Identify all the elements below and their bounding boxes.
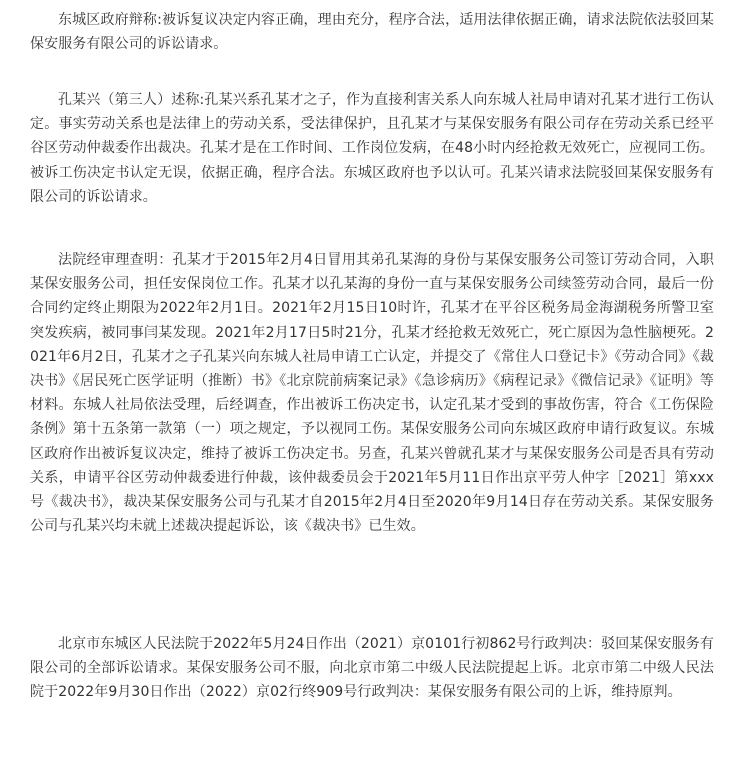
paragraph-government-defense: 东城区政府辩称:被诉复议决定内容正确，理由充分，程序合法，适用法律依据正确，请求法院依法驳回某保安服务有限公司的诉讼请求。 (30, 12, 714, 53)
paragraph-judgment: 北京市东城区人民法院于2022年5月24日作出（2021）京0101行初862号行政判决：驳回某保安服务有限公司的全部诉讼请求。某保安服务公司不服，向北京市第二中级人民法院提起上诉。北京市第二中级人民法院于2022年9月30日作出（2022）京02行终909号行政判决：某保安服务有限公司的上诉，维持原判。 (30, 636, 714, 701)
paragraph-court-findings: 法院经审理查明：孔某才于2015年2月4日冒用其弟孔某海的身份与某保安服务公司签订劳动合同，入职某保安服务公司，担任安保岗位工作。孔某才以孔某海的身份一直与某保安服务公司续签劳动合同，最后一份合同约定终止期限为2022年2月1日。2021年2月15日10时许，孔某才在平谷区税务局金海湖税务所警卫室突发疾病，被同事闫某发现。2021年2月17日5时21分，孔某才经抢救无效死亡，死亡原因为急性脑梗死。2021年6月2日，孔某才之子孔某兴向东城人社局申请工亡认定，并提交了《常住人口登记卡》《劳动合同》《裁决书》《居民死亡医学证明（推断）书》《北京院前病案记录》《急诊病历》《病程记录》《微信记录》《证明》等材料。东城人社局依法受理，后经调查，作出被诉工伤决定书，认定孔某才受到的事故伤害，符合《工伤保险条例》第十五条第一款第（一）项之规定，予以视同工伤。某保安服务公司向东城区政府申请行政复议。东城区政府作出被诉复议决定，维持了被诉工伤决定书。另查，孔某兴曾就孔某才与某保安服务公司是否具有劳动关系，申请平谷区劳动仲裁委进行仲裁，该仲裁委员会于2021年5月11日作出京平劳人仲字［2021］第xxx号《裁决书》，裁决某保安服务公司与孔某才自2015年2月4日至2020年9月14日存在劳动关系。某保安服务公司与孔某兴均未就上述裁决提起诉讼，该《裁决书》已生效。 (30, 252, 714, 535)
paragraph-third-party-statement: 孔某兴（第三人）述称:孔某兴系孔某才之子，作为直接利害关系人向东城人社局申请对孔某才进行工伤认定。事实劳动关系也是法律上的劳动关系，受法律保护，且孔某才与某保安服务有限公司存在劳动关系已经平谷区劳动仲裁委作出裁决。孔某才是在工作时间、工作岗位发病，在48小时内经抢救无效死亡，应视同工伤。被诉工伤决定书认定无误，依据正确，程序合法。东城区政府也予以认可。孔某兴请求法院驳回某保安服务有限公司的诉讼请求。 (30, 92, 714, 205)
